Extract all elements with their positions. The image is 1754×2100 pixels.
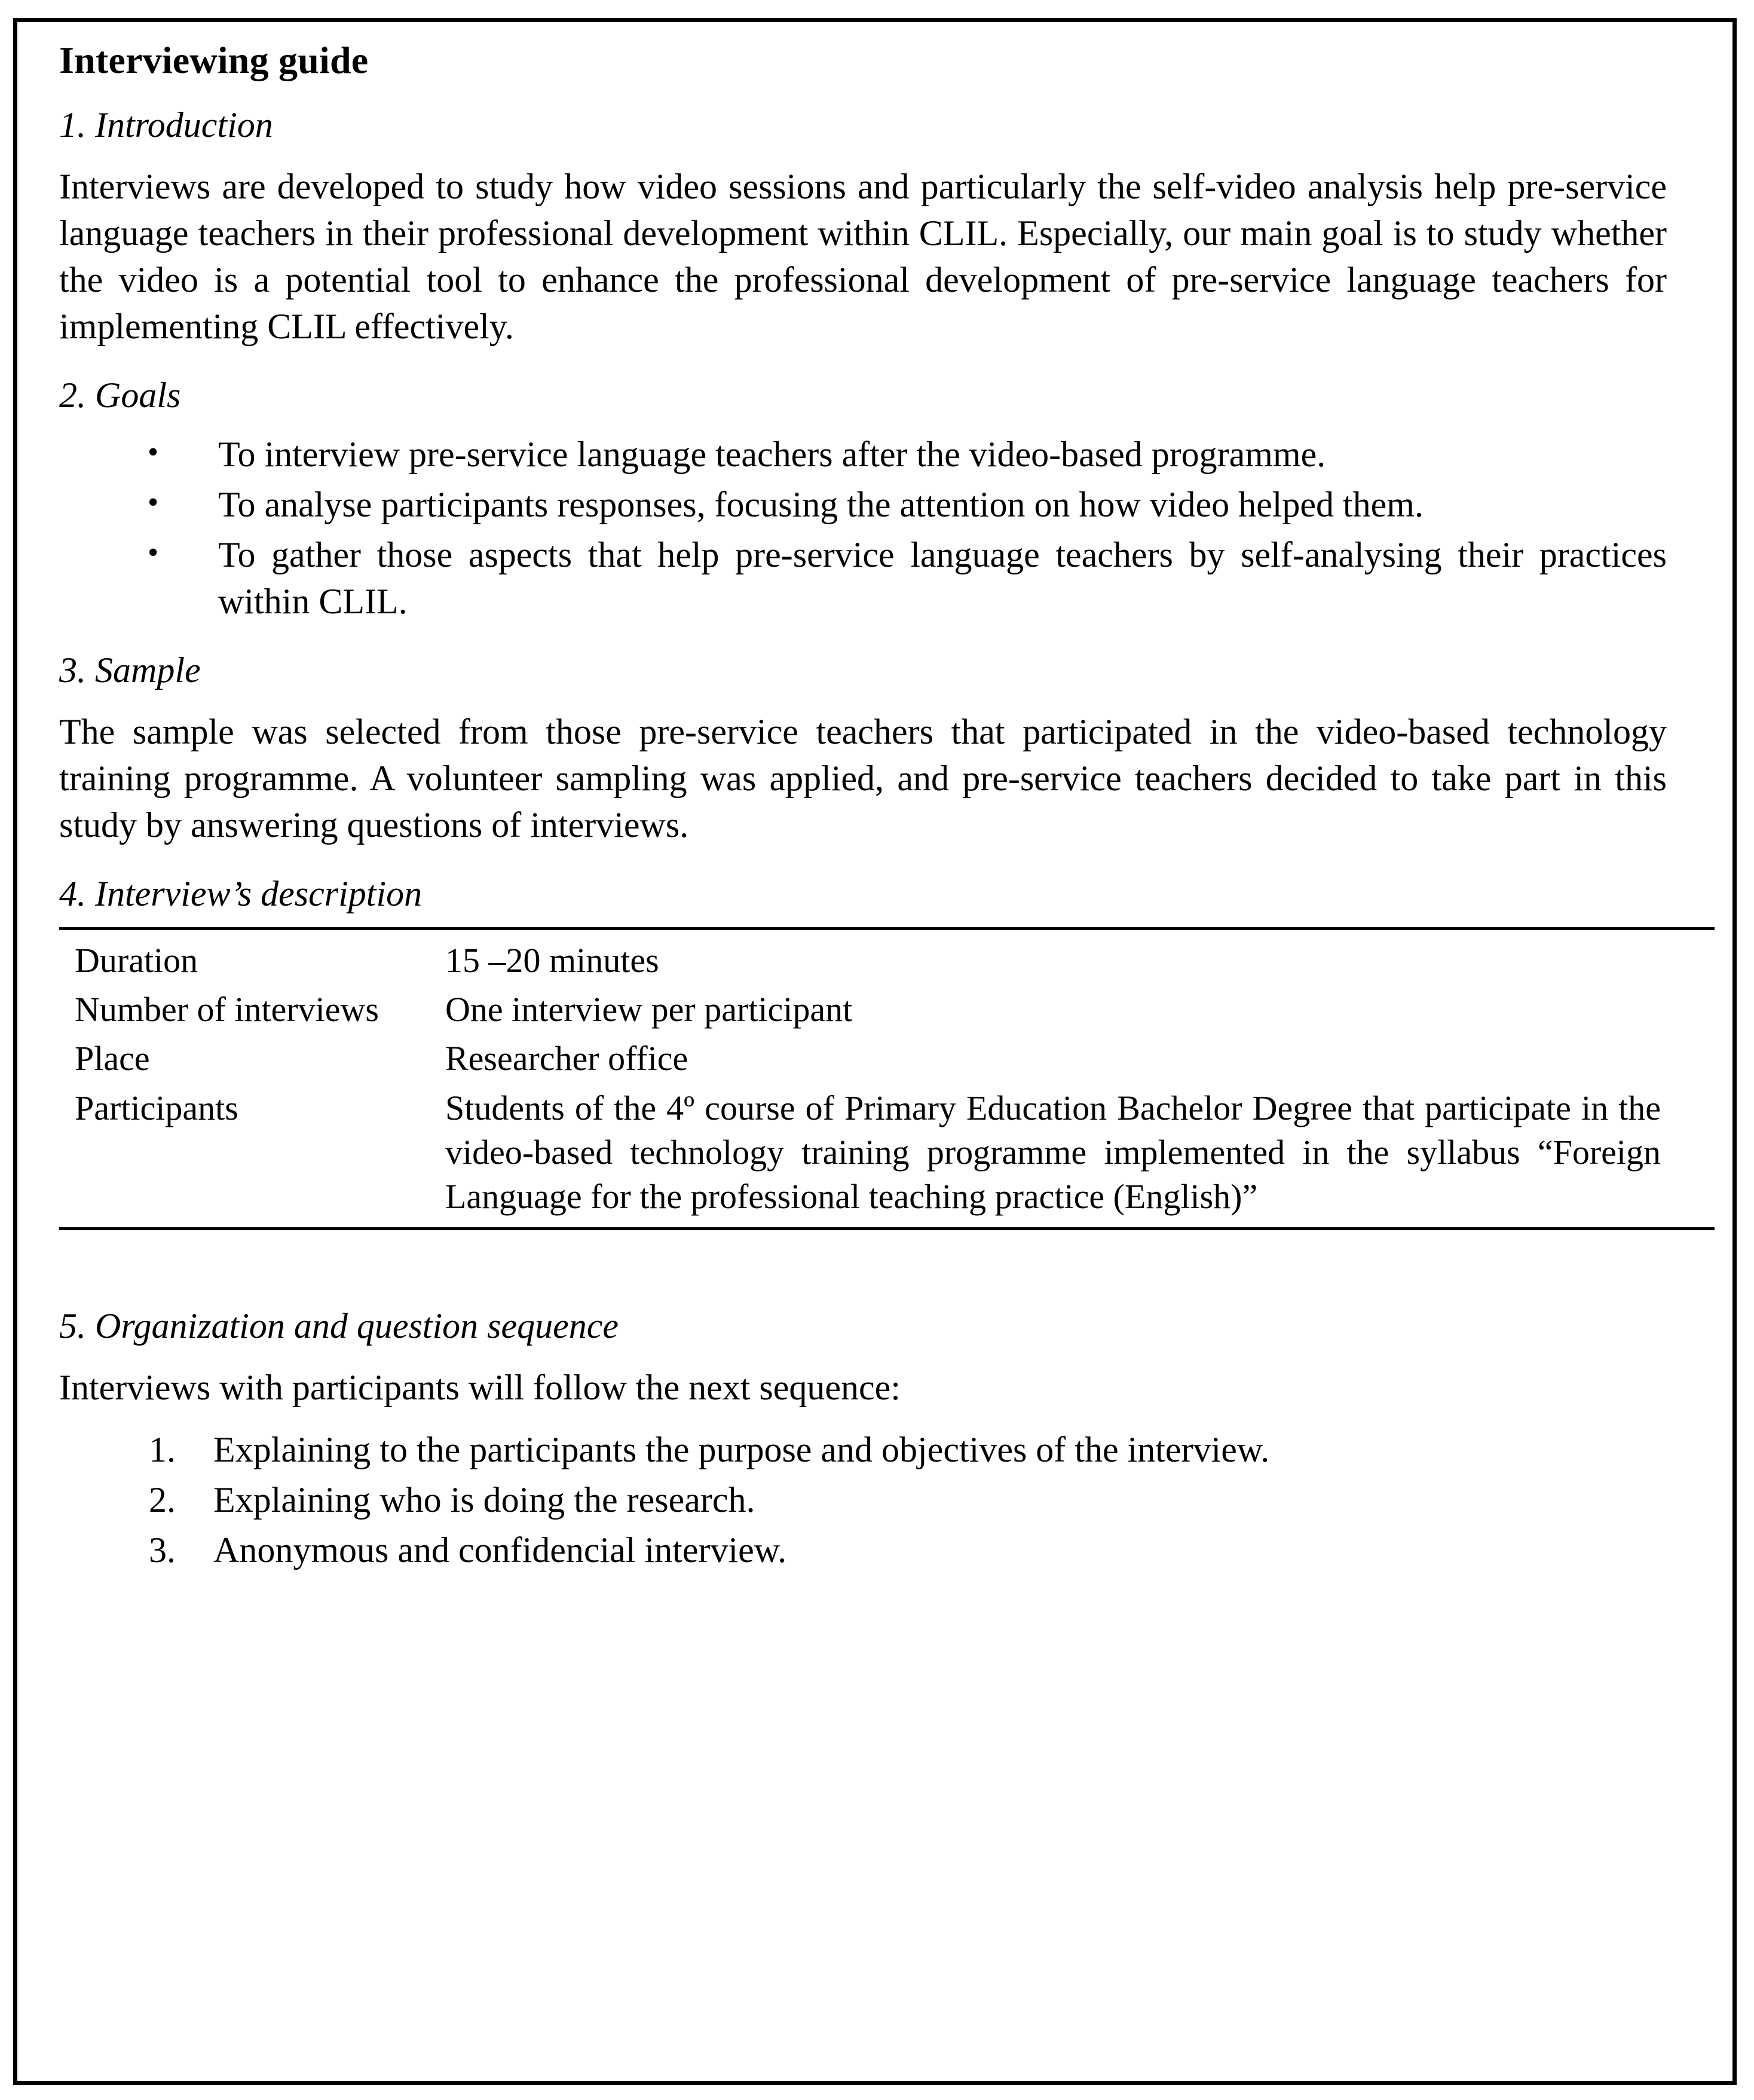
organization-numbered-list bbox=[59, 1426, 1667, 1573]
list-item-number: 2. bbox=[149, 1480, 176, 1520]
list-item-number: 1. bbox=[149, 1430, 176, 1470]
table-row bbox=[59, 985, 1715, 1034]
list-item-text: To interview pre-service language teachers after the video-based programme. bbox=[218, 435, 1326, 474]
table-cell-value: 15 –20 minutes bbox=[445, 941, 659, 980]
list-item-text: To analyse participants responses, focusing the attention on how video helped them. bbox=[218, 485, 1424, 524]
list-item bbox=[59, 1527, 1667, 1573]
bullet-icon: • bbox=[148, 435, 159, 469]
sample-paragraph: The sample was selected from those pre-service teachers that participated in the video-based technology training programme. A volunteer sampling was applied, and pre-service teachers decided to take part in this study by answering questions of interviews. bbox=[59, 712, 1667, 845]
table-bottom-spacer bbox=[59, 1230, 1709, 1280]
goals-bullet-list bbox=[59, 431, 1667, 625]
list-item bbox=[59, 531, 1667, 625]
list-item bbox=[59, 431, 1667, 478]
table-cell-label: Participants bbox=[75, 1088, 238, 1127]
table-cell-value: Researcher office bbox=[445, 1039, 688, 1078]
list-item-number: 3. bbox=[149, 1530, 176, 1570]
introduction-paragraph: Interviews are developed to study how video sessions and particularly the self-video analysis help pre-service language teachers in their professional development within CLIL. Especially, our main goal is to study whether the video is a potential tool to enhance the professional development of pre-service language teachers for implementing CLIL effectively. bbox=[59, 167, 1667, 346]
interview-description-table bbox=[59, 930, 1715, 1227]
bullet-icon: • bbox=[148, 485, 159, 519]
table-cell-label: Number of interviews bbox=[75, 990, 379, 1029]
list-item-text: Anonymous and confidencial interview. bbox=[213, 1530, 787, 1570]
list-item-text: To gather those aspects that help pre-service language teachers by self-analysing their practices within CLIL. bbox=[218, 535, 1667, 621]
list-item bbox=[59, 1477, 1667, 1523]
section-heading-organization: 5. Organization and question sequence bbox=[59, 1306, 619, 1346]
table-cell-label: Duration bbox=[75, 941, 198, 980]
interview-description-table-wrap bbox=[59, 927, 1715, 1230]
table-row bbox=[59, 930, 1715, 985]
page-title: Interviewing guide bbox=[59, 39, 369, 81]
section-heading-sample: 3. Sample bbox=[59, 650, 201, 690]
table-cell-value: One interview per participant bbox=[445, 990, 853, 1029]
table-cell-label: Place bbox=[75, 1039, 150, 1078]
organization-intro-paragraph: Interviews with participants will follow the next sequence: bbox=[59, 1368, 901, 1408]
document-page-frame bbox=[13, 18, 1737, 2085]
bullet-icon: • bbox=[148, 536, 159, 570]
section-heading-goals: 2. Goals bbox=[59, 375, 181, 415]
list-item-text: Explaining to the participants the purpose and objectives of the interview. bbox=[213, 1430, 1270, 1470]
document-body bbox=[59, 22, 1709, 1573]
section-heading-interview-description: 4. Interview’s description bbox=[59, 874, 423, 913]
table-cell-value: Students of the 4º course of Primary Education Bachelor Degree that participate in the video-based technology training programme implemented in the syllabus “Foreign Language for the professional teaching practice (English)” bbox=[445, 1088, 1661, 1216]
list-item bbox=[59, 481, 1667, 528]
section-heading-introduction: 1. Introduction bbox=[59, 105, 273, 145]
table-row bbox=[59, 1034, 1715, 1083]
list-item bbox=[59, 1426, 1667, 1473]
list-item-text: Explaining who is doing the research. bbox=[213, 1480, 755, 1520]
table-row bbox=[59, 1084, 1715, 1228]
